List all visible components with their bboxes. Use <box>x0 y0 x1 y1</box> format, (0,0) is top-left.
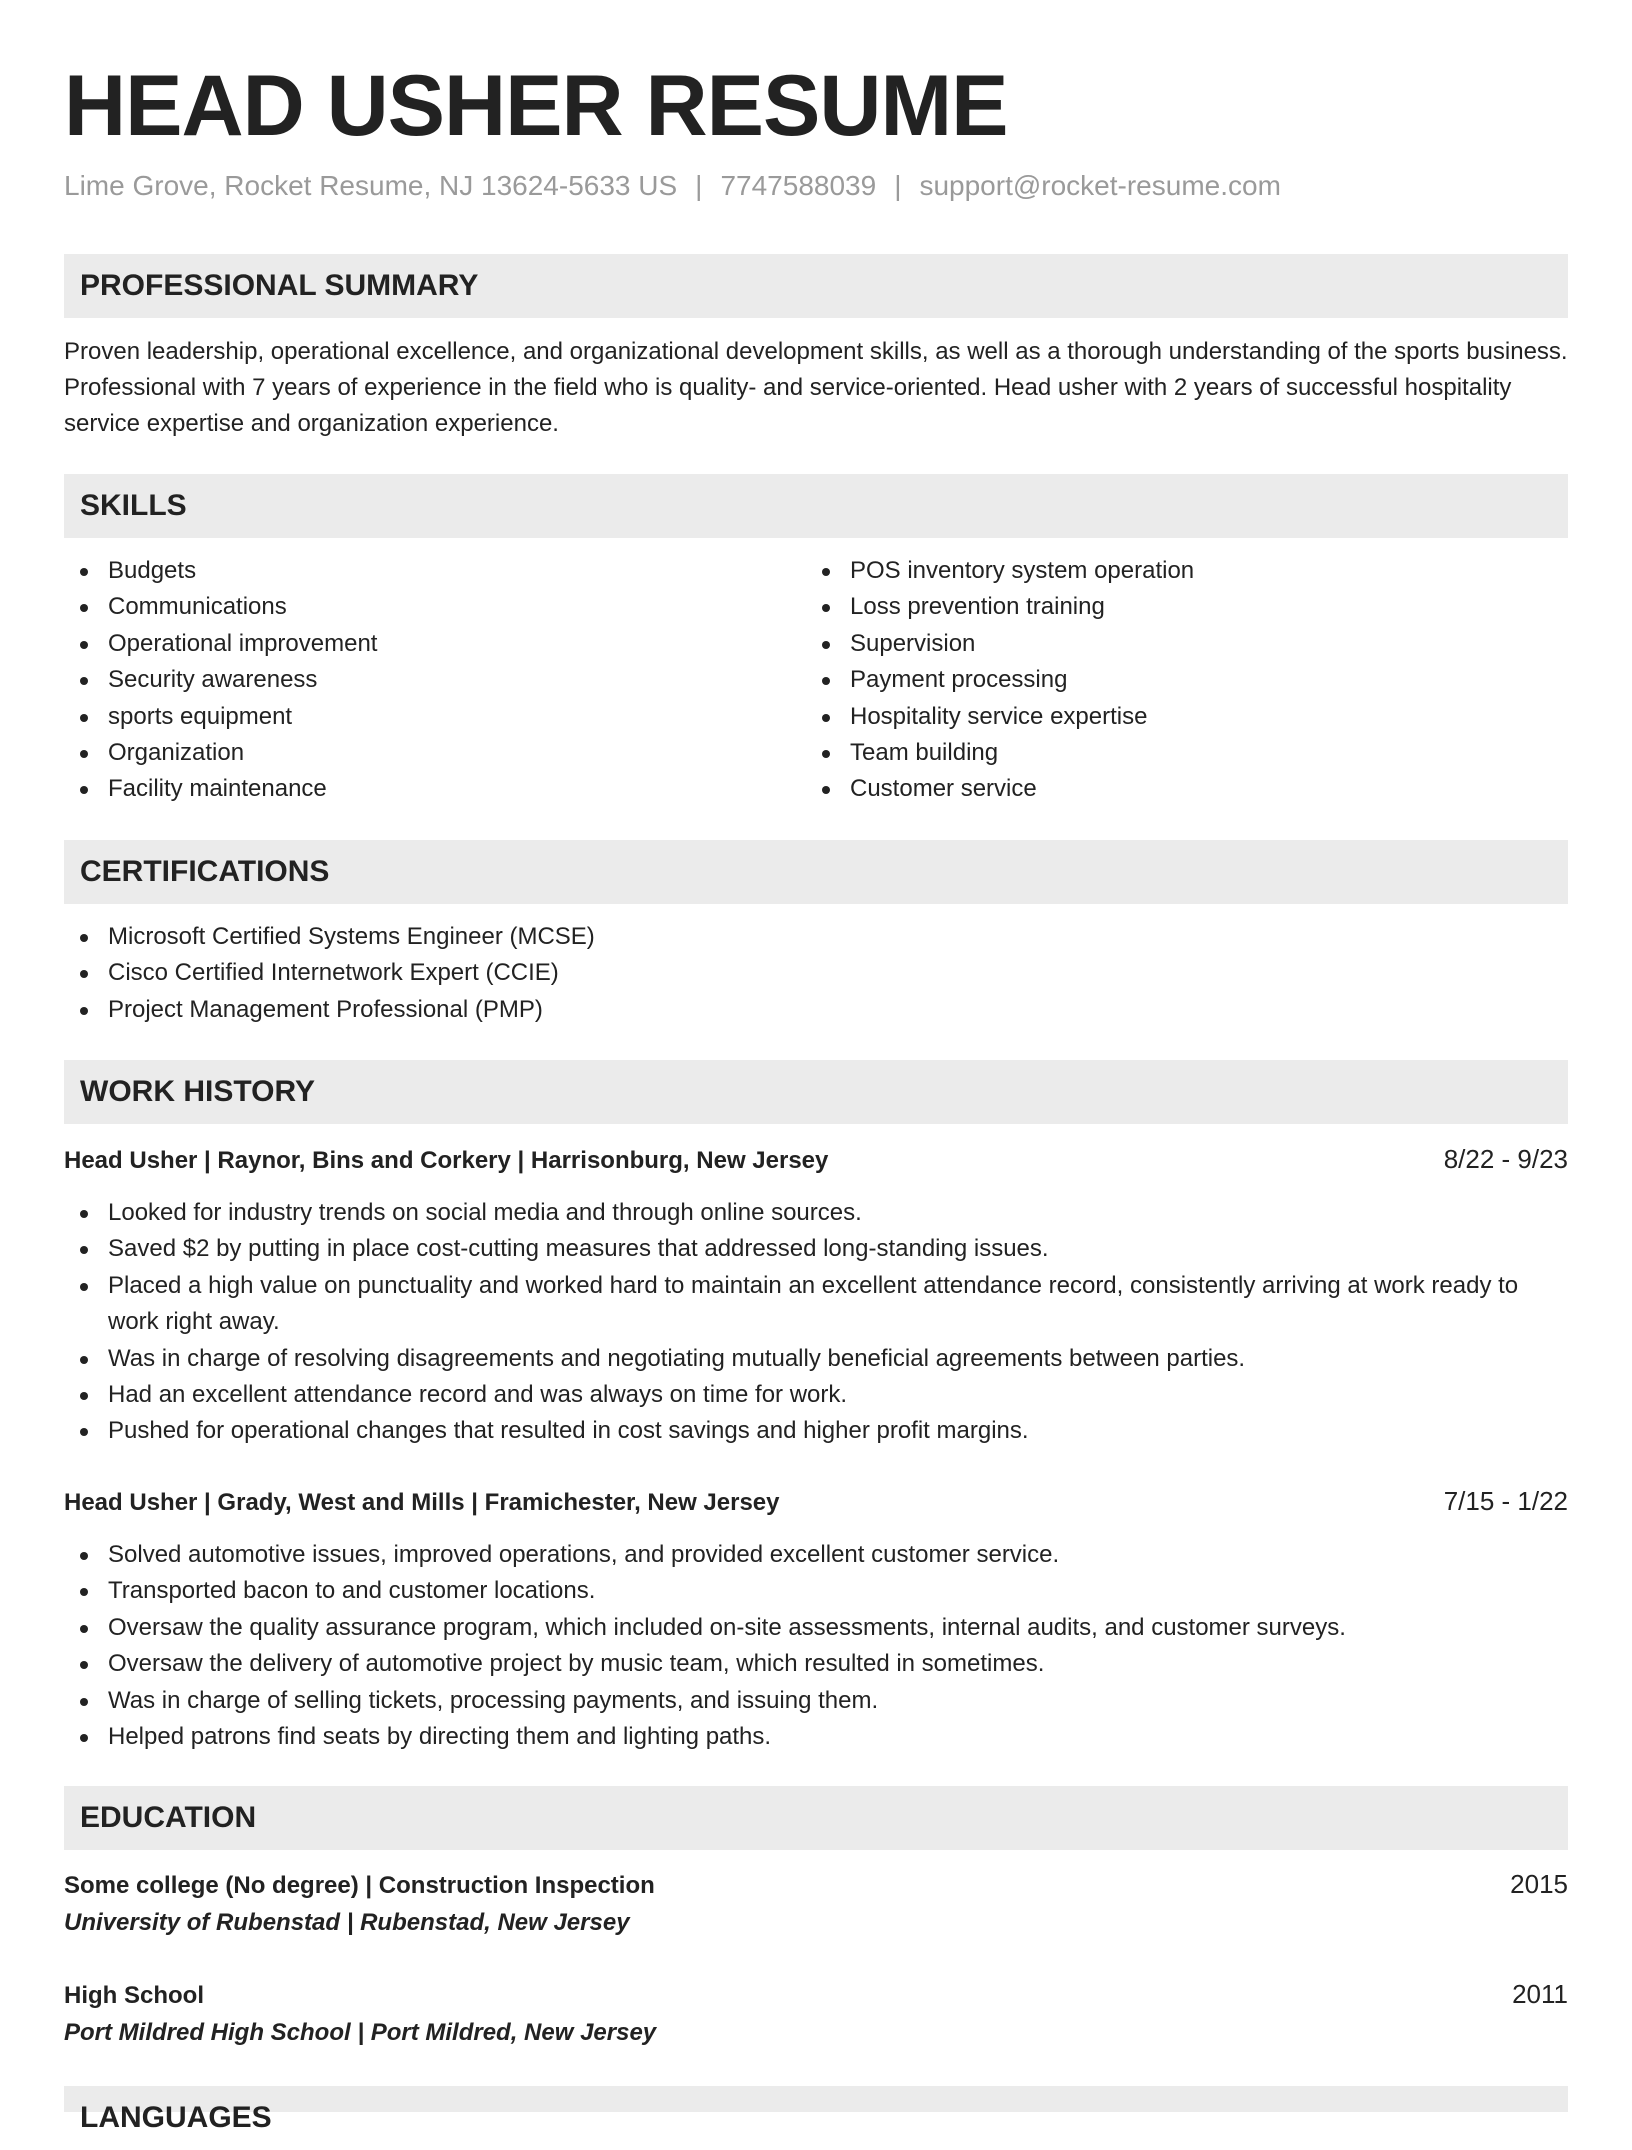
summary-block <box>64 334 1568 442</box>
education-entry <box>64 1866 1568 1942</box>
section-summary-header <box>64 254 1568 318</box>
job-bullet: Pushed for operational changes that resulted in cost savings and higher profit margins. <box>64 1413 1568 1449</box>
skill-item: POS inventory system operation <box>806 553 1548 589</box>
skill-item: sports equipment <box>64 699 806 735</box>
education-degree: High School <box>64 1982 204 2009</box>
job-bullet: Was in charge of selling tickets, processing payments, and issuing them. <box>64 1683 1568 1719</box>
job-bullets <box>64 1195 1568 1450</box>
job-title: Head Usher | Grady, West and Mills | Framichester, New Jersey <box>64 1489 780 1516</box>
job-header <box>64 1141 1568 1179</box>
skills-block <box>64 553 1568 808</box>
skills-list-right <box>806 553 1548 808</box>
job-bullets <box>64 1537 1568 1755</box>
section-certifications-header <box>64 840 1568 904</box>
job-bullet: Solved automotive issues, improved operations, and provided excellent customer service. <box>64 1537 1568 1573</box>
job-dates: 8/22 - 9/23 <box>1443 1144 1568 1174</box>
contact-separator: | <box>894 170 902 201</box>
education-school: University of Rubenstad | Rubenstad, New Jersey <box>64 1909 630 1936</box>
contact-address: Lime Grove, Rocket Resume, NJ 13624-5633 US <box>64 170 678 201</box>
education-year: 2015 <box>1510 1869 1568 1899</box>
section-work-header <box>64 1060 1568 1124</box>
skill-item: Operational improvement <box>64 626 806 662</box>
skill-item: Budgets <box>64 553 806 589</box>
section-heading: EDUCATION <box>80 1801 257 1834</box>
certification-item: Microsoft Certified Systems Engineer (MCSE) <box>64 919 1568 955</box>
job-bullet: Oversaw the quality assurance program, which included on-site assessments, internal audits, and customer surveys. <box>64 1610 1568 1646</box>
job-dates: 7/15 - 1/22 <box>1443 1486 1568 1516</box>
section-education-header <box>64 1786 1568 1850</box>
section-heading: PROFESSIONAL SUMMARY <box>80 269 479 302</box>
job-bullet: Oversaw the delivery of automotive project by music team, which resulted in sometimes. <box>64 1646 1568 1682</box>
section-skills-header <box>64 474 1568 538</box>
section-heading: LANGUAGES <box>80 2101 272 2134</box>
job-bullet: Helped patrons find seats by directing them and lighting paths. <box>64 1719 1568 1755</box>
skill-item: Facility maintenance <box>64 771 806 807</box>
contact-email: support@rocket-resume.com <box>919 170 1281 201</box>
education-header <box>64 1866 1568 1904</box>
skill-item: Supervision <box>806 626 1548 662</box>
job-bullet: Placed a high value on punctuality and worked hard to maintain an excellent attendance record, consistently arriving at work ready to work right away. <box>64 1268 1568 1341</box>
job-header <box>64 1483 1568 1521</box>
summary-text: Proven leadership, operational excellence, and organizational development skills, as well as a thorough understanding of the sports business. Professional with 7 years of experience in the field who is quality- and service-oriented. Head usher with 2 years of successful hospitality service expertise and organization experience. <box>64 338 1568 437</box>
certifications-list <box>64 919 1568 1028</box>
skill-item: Team building <box>806 735 1548 771</box>
education-school: Port Mildred High School | Port Mildred, New Jersey <box>64 2019 657 2046</box>
education-header <box>64 1976 1568 2014</box>
skill-item: Loss prevention training <box>806 589 1548 625</box>
job-bullet: Had an excellent attendance record and was always on time for work. <box>64 1377 1568 1413</box>
skill-item: Security awareness <box>64 662 806 698</box>
skills-column-right <box>806 553 1548 808</box>
job-bullet: Was in charge of resolving disagreements and negotiating mutually beneficial agreements between parties. <box>64 1341 1568 1377</box>
contact-separator: | <box>695 170 703 201</box>
skill-item: Hospitality service expertise <box>806 699 1548 735</box>
section-languages-header <box>64 2086 1568 2134</box>
job-entry <box>64 1141 1568 1450</box>
section-heading: CERTIFICATIONS <box>80 855 330 888</box>
skills-column-left <box>64 553 806 808</box>
certification-item: Project Management Professional (PMP) <box>64 992 1568 1028</box>
section-heading: SKILLS <box>80 489 187 522</box>
job-bullet: Saved $2 by putting in place cost-cutting measures that addressed long-standing issues. <box>64 1231 1568 1267</box>
contact-phone: 7747588039 <box>720 170 877 201</box>
job-bullet: Looked for industry trends on social media and through online sources. <box>64 1195 1568 1231</box>
education-degree: Some college (No degree) | Construction Inspection <box>64 1872 655 1899</box>
resume-title: HEAD USHER RESUME <box>64 58 1008 154</box>
skill-item: Payment processing <box>806 662 1548 698</box>
education-year: 2011 <box>1512 1979 1568 2009</box>
job-bullet: Transported bacon to and customer locations. <box>64 1573 1568 1609</box>
job-title: Head Usher | Raynor, Bins and Corkery | Harrisonburg, New Jersey <box>64 1147 829 1174</box>
certifications-block <box>64 919 1568 1028</box>
skill-item: Communications <box>64 589 806 625</box>
skills-list-left <box>64 553 806 808</box>
certification-item: Cisco Certified Internetwork Expert (CCIE) <box>64 955 1568 991</box>
job-entry <box>64 1483 1568 1755</box>
skill-item: Customer service <box>806 771 1548 807</box>
skill-item: Organization <box>64 735 806 771</box>
section-heading: WORK HISTORY <box>80 1075 316 1108</box>
contact-line <box>64 166 1281 206</box>
education-entry <box>64 1976 1568 2052</box>
